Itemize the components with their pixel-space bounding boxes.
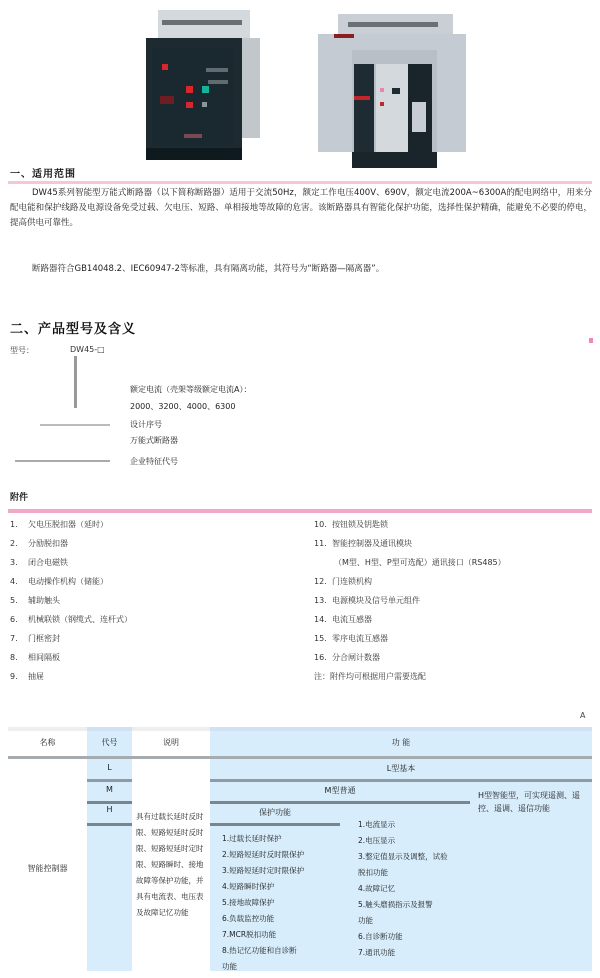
header-code: 代号 <box>101 738 118 747</box>
controller-description: 具有过载长延时反时限、短路短延时反时限、短路短延时定时限、短路瞬时、接地故障等保护功能，并具有电流表、电压表及故障记忆功能 <box>136 812 204 917</box>
accessory-item: 10. 按钮锁及钥匙锁 <box>314 520 388 529</box>
model-desc-company-code: 企业特征代号 <box>130 457 178 466</box>
accessory-subitem: （M型、H型、P型可选配）通讯接口（RS485） <box>334 558 506 567</box>
heading-divider <box>8 181 592 184</box>
accessory-item: 5. 辅助触头 <box>10 596 60 605</box>
accessories-list-right <box>314 515 506 686</box>
protection-header: 保护功能 <box>259 808 291 817</box>
header-function: 功 能 <box>391 738 411 747</box>
code-h: H <box>106 805 113 814</box>
table-top-border <box>87 727 132 731</box>
row-divider <box>210 823 340 826</box>
model-diagram-vertical-line <box>74 356 77 408</box>
accessory-item: 8. 相间隔板 <box>10 653 60 662</box>
model-desc-rated-current: 额定电流（壳架等级额定电流A）： <box>130 385 252 394</box>
protection-item: 3.短路短延时定时限保护 <box>222 866 305 875</box>
accessory-item: 4. 电动操作机构（储能） <box>10 577 108 586</box>
protection-item: 1.过载长延时保护 <box>222 834 282 843</box>
code-m: M <box>106 785 113 794</box>
display-function-list <box>358 817 448 961</box>
circuit-breaker-photo-gray <box>318 12 468 172</box>
protection-item: 6.负载监控功能 <box>222 914 275 923</box>
model-desc-current-values: 2000、3200、4000、6300 <box>130 402 236 411</box>
accessories-divider <box>8 509 592 513</box>
accessory-item: 6. 机械联锁（钢缆式、连杆式） <box>10 615 132 624</box>
display-item: 脱扣功能 <box>358 868 388 877</box>
accessory-item: 7. 门框密封 <box>10 634 60 643</box>
h-type-note: H型智能型，可实现遥测、遥控、遥调、遥信功能 <box>478 791 581 813</box>
protection-item: 功能 <box>222 962 237 971</box>
section-heading-scope: 一、适用范围 <box>10 169 76 180</box>
code-l: L <box>107 763 112 772</box>
protection-item: 4.短路瞬时保护 <box>222 882 275 891</box>
row-divider <box>87 823 132 826</box>
accessory-note: 注：附件均可根据用户需要选配 <box>314 672 426 681</box>
row-divider <box>210 801 470 804</box>
accessory-item: 15. 零序电流互感器 <box>314 634 388 643</box>
display-item: 2.电压显示 <box>358 836 396 845</box>
header-description: 说明 <box>163 738 179 747</box>
product-photos <box>0 0 600 162</box>
display-item: 功能 <box>358 916 373 925</box>
protection-item: 7.MCR脱扣功能 <box>222 930 277 939</box>
model-code: DW45-□ <box>70 345 105 354</box>
scope-text-2: 断路器符合GB14048.2、IEC60947-2等标准，具有隔离功能，其符号为“断路器—隔离器”。 <box>32 264 385 274</box>
table-unit: A <box>580 711 586 720</box>
protection-list <box>222 831 304 975</box>
model-diagram-line-1 <box>40 424 110 426</box>
accessory-item: 12. 门连锁机构 <box>314 577 372 586</box>
scope-text-1: DW45系列智能型万能式断路器（以下简称断路器）适用于交流50Hz，额定工作电压400V、690V，额定电流200A~6300A的配电网络中，用来分配电能和保护线路及电源设备免受过载、欠电压、短路、单相接地等故障的危害。该断路器具有智能化保护功能，选择性保护精确，能避免不必要的停电，提高供电可靠性。 <box>10 188 592 228</box>
display-item: 3.整定值显示及调整，试验 <box>358 852 448 861</box>
controller-spec-table <box>8 727 592 971</box>
accessories-heading: 附件 <box>10 493 29 503</box>
section-heading-model: 二、产品型号及含义 <box>10 322 137 337</box>
accessory-item: 13. 电源模块及信号单元组件 <box>314 596 420 605</box>
accessory-item: 3. 闭合电磁铁 <box>10 558 68 567</box>
row-divider <box>87 801 132 804</box>
decorative-marker <box>589 338 593 343</box>
display-item: 7.通讯功能 <box>358 948 396 957</box>
header-name: 名称 <box>39 738 56 747</box>
model-desc-design-number: 设计序号 <box>130 420 162 429</box>
header-rule <box>8 756 592 759</box>
model-label: 型号： <box>10 346 34 355</box>
table-top-border <box>210 727 592 731</box>
product-name: 智能控制器 <box>27 864 68 873</box>
protection-item: 8.热记忆功能和自诊断 <box>222 946 297 955</box>
row-m-function: M型普通 <box>324 786 356 795</box>
accessory-item: 1. 欠电压脱扣器（延时） <box>10 520 108 529</box>
row-divider <box>210 779 592 782</box>
protection-item: 2.短路短延时反时限保护 <box>222 850 305 859</box>
accessories-list-left <box>10 515 132 686</box>
column-name <box>8 727 87 971</box>
protection-item: 5.接地故障保护 <box>222 898 275 907</box>
row-l-function: L型基本 <box>386 764 416 773</box>
display-item: 4.故障记忆 <box>358 884 396 893</box>
accessory-item: 14. 电流互感器 <box>314 615 372 624</box>
circuit-breaker-photo-black <box>140 8 270 163</box>
accessory-item: 16. 分合闸计数器 <box>314 653 380 662</box>
model-desc-breaker-type: 万能式断路器 <box>130 436 178 445</box>
scope-paragraph-2 <box>10 262 592 277</box>
accessory-item: 2. 分励脱扣器 <box>10 539 68 548</box>
display-item: 5.触头磨损指示及报警 <box>358 900 433 909</box>
display-item: 1.电流显示 <box>358 820 396 829</box>
row-divider <box>87 779 132 782</box>
model-diagram-line-2 <box>15 460 110 462</box>
display-item: 6.自诊断功能 <box>358 932 403 941</box>
accessory-item: 11. 智能控制器及通讯模块 <box>314 539 412 548</box>
scope-paragraph-1 <box>10 186 592 231</box>
accessory-item: 9. 抽屉 <box>10 672 44 681</box>
